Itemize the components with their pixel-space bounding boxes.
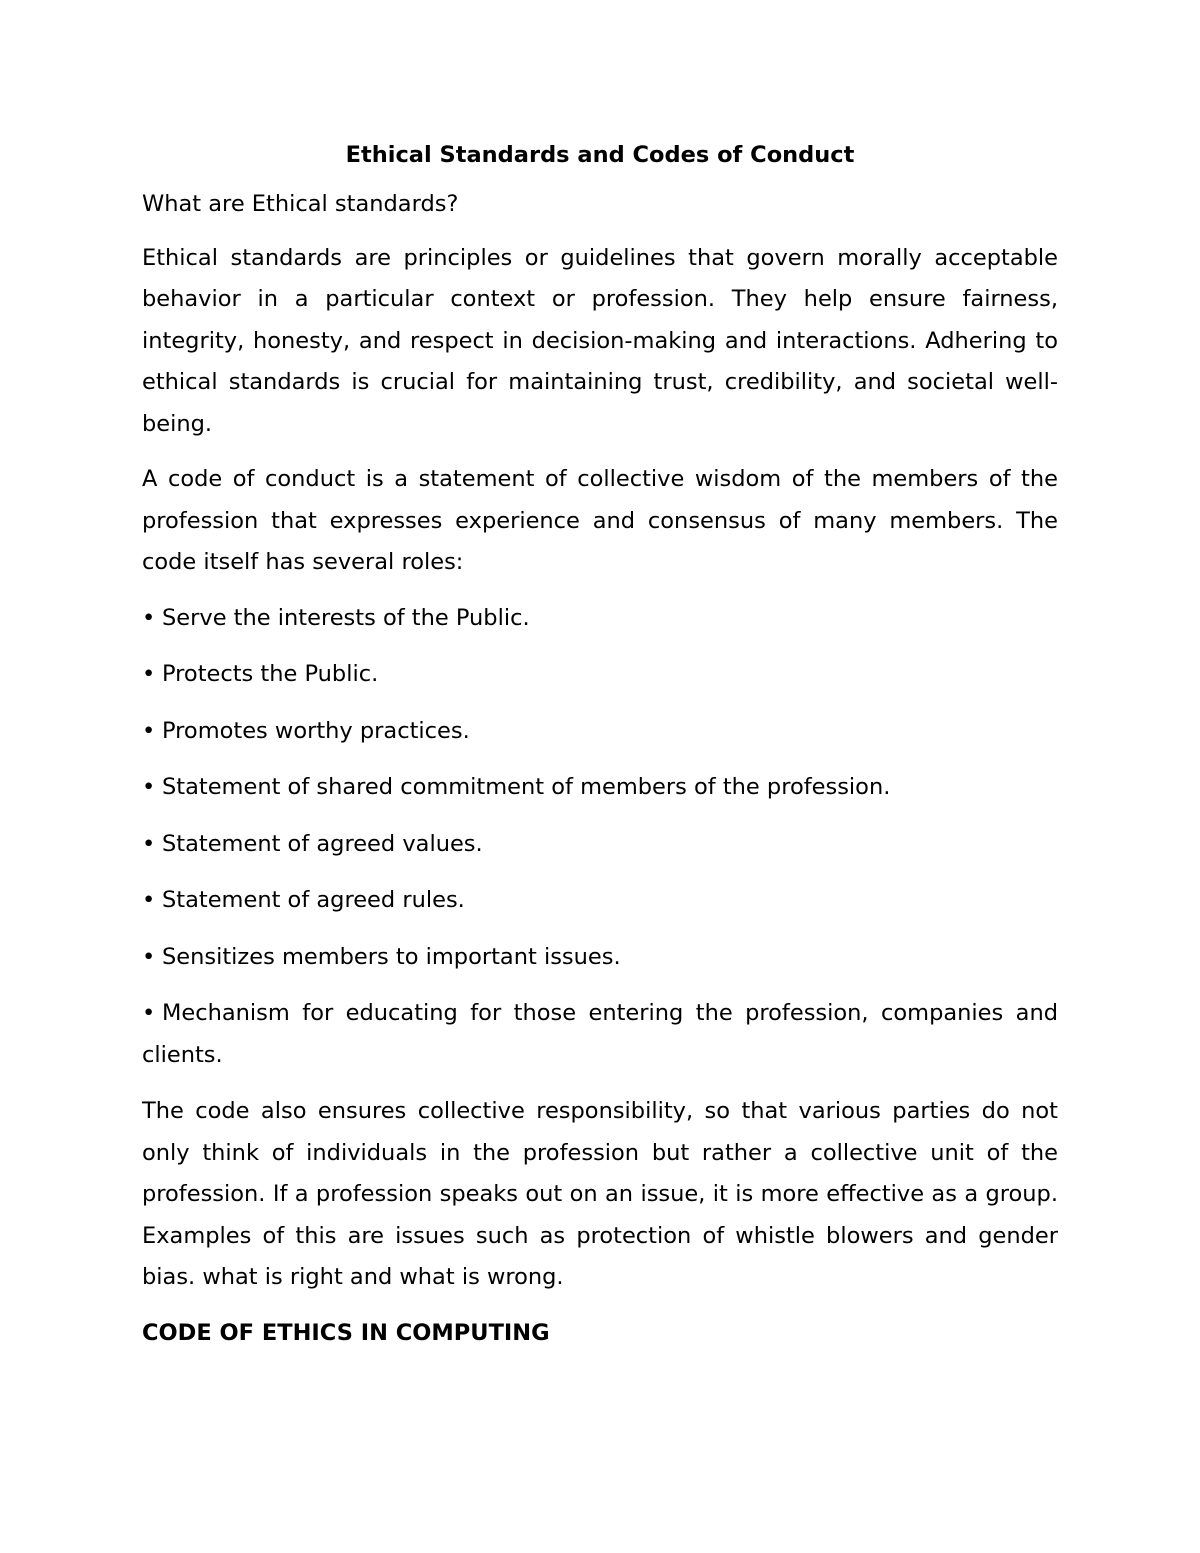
list-item [142, 993, 1058, 1076]
list-item-text: Statement of agreed values. [162, 830, 483, 857]
bullet-icon: • [142, 830, 156, 857]
bullet-icon: • [142, 717, 156, 744]
paragraph-ethical-standards: Ethical standards are principles or guidelines that govern morally acceptable behavior in a particular context or profession. They help ensure fairness, integrity, honesty, and respect in decision-making and interactions. Adhering to ethical standards is crucial for maintaining trust, credibility, and societal well-being. [142, 244, 1058, 437]
document-title: Ethical Standards and Codes of Conduct [345, 142, 855, 168]
list-item [142, 711, 1058, 753]
list-item-text: Promotes worthy practices. [162, 717, 470, 744]
bullet-icon: • [142, 943, 156, 970]
list-item-text: Statement of agreed rules. [162, 887, 465, 913]
paragraph-code-of-conduct: A code of conduct is a statement of collective wisdom of the members of the profession that expresses experience and consensus of many members. The code itself has several roles: [142, 466, 1058, 575]
list-item [142, 824, 1058, 866]
roles-list [142, 598, 1058, 1077]
list-item-text: Sensitizes members to important issues. [162, 943, 621, 970]
bullet-icon: • [142, 774, 156, 800]
question-heading: What are Ethical standards? [142, 191, 459, 217]
list-item [142, 654, 1058, 696]
list-item-text: Protects the Public. [162, 661, 379, 687]
list-item [142, 937, 1058, 979]
list-item-text: Mechanism for educating for those entering the profession, companies and clients. [142, 1000, 1058, 1068]
section-heading: CODE OF ETHICS IN COMPUTING [142, 1319, 550, 1346]
list-item-text: Statement of shared commitment of members of the profession. [162, 774, 891, 800]
list-item [142, 880, 1058, 922]
list-item-text: Serve the interests of the Public. [162, 604, 530, 631]
bullet-icon: • [142, 887, 156, 913]
list-item [142, 767, 1058, 809]
list-item [142, 598, 1058, 640]
bullet-icon: • [142, 661, 156, 687]
bullet-icon: • [142, 604, 156, 631]
bullet-icon: • [142, 1000, 156, 1026]
document-page [142, 139, 1058, 1354]
paragraph-collective-responsibility: The code also ensures collective responsibility, so that various parties do not only think of individuals in the profession but rather a collective unit of the profession. If a profession speaks out on an issue, it is more effective as a group. Examples of this are issues such as protection of whistle blowers and gender bias. what is right and what is wrong. [142, 1098, 1058, 1290]
